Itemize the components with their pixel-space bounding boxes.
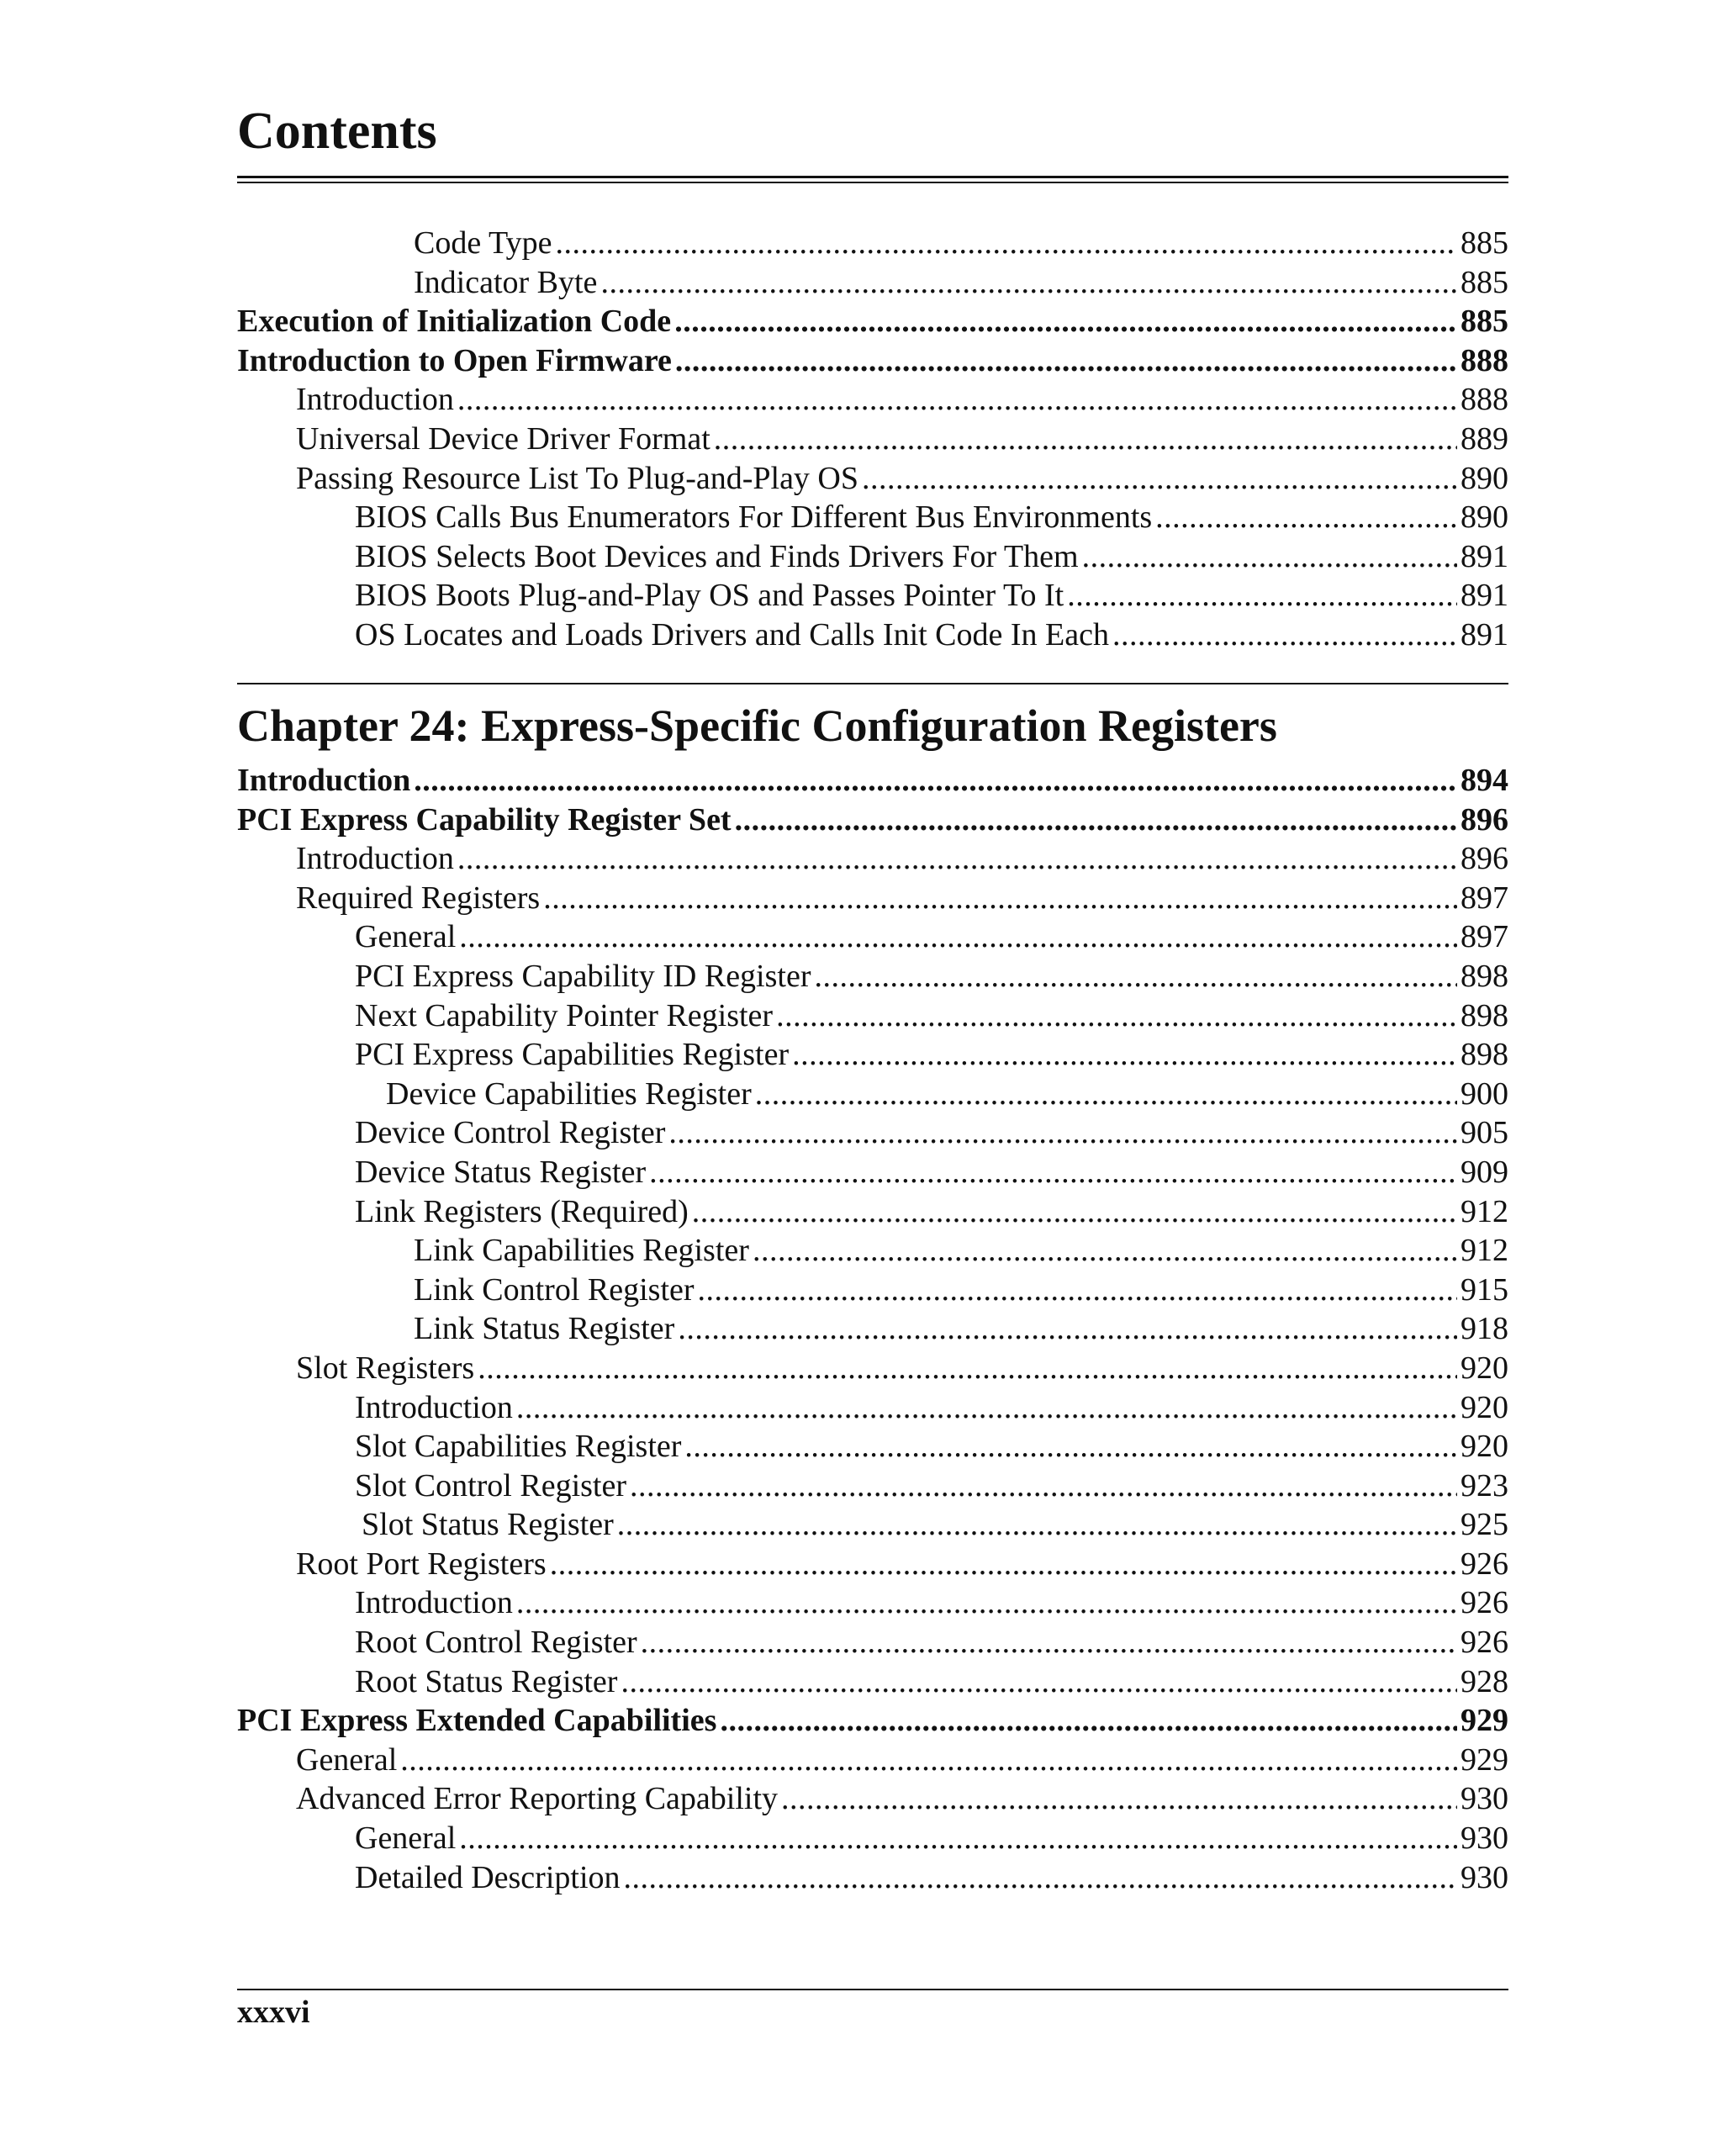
toc-entry-page: 920: [1461, 1389, 1508, 1425]
chapter-divider: [237, 683, 1508, 684]
toc-entry[interactable]: [237, 1388, 1508, 1428]
toc-entry[interactable]: [237, 1349, 1508, 1388]
toc-entry-page: 928: [1461, 1663, 1508, 1699]
toc-entry-page: 930: [1461, 1820, 1508, 1857]
toc-entry-page: 891: [1461, 578, 1508, 614]
toc-entry[interactable]: [237, 1623, 1508, 1662]
toc-entry-title: Detailed Description: [355, 1859, 621, 1895]
toc-entry-title: Slot Control Register: [355, 1467, 626, 1503]
toc-dot-leader: [600, 263, 1457, 303]
toc-dot-leader: [516, 1388, 1457, 1428]
toc-entry[interactable]: [237, 224, 1508, 263]
toc-entry[interactable]: [237, 1192, 1508, 1232]
page-header: [237, 105, 1508, 183]
toc-entry[interactable]: [237, 420, 1508, 459]
toc-entry[interactable]: [237, 801, 1508, 840]
toc-dot-leader: [1155, 498, 1457, 537]
toc-entry-page: 896: [1461, 841, 1508, 877]
toc-entry-title: Link Registers (Required): [355, 1193, 689, 1229]
toc-entry-page: 890: [1461, 460, 1508, 496]
toc-entry[interactable]: [237, 1662, 1508, 1702]
toc-entry-page: 885: [1461, 225, 1508, 261]
toc-entry-title: Universal Device Driver Format: [296, 420, 710, 457]
toc-dot-leader: [753, 1231, 1457, 1271]
toc-entry-page: 929: [1461, 1703, 1508, 1739]
footer-page-number: xxxvi: [237, 1995, 310, 2030]
toc-entry[interactable]: [237, 498, 1508, 537]
toc-entry-title: Device Control Register: [355, 1115, 666, 1151]
toc-entry[interactable]: [237, 957, 1508, 996]
toc-entry-title: PCI Express Capability ID Register: [355, 958, 811, 994]
toc-entry-title: Introduction: [237, 763, 411, 798]
toc-entry-title: Root Control Register: [355, 1625, 637, 1661]
toc-entry-title: Slot Registers: [296, 1350, 475, 1386]
toc-dot-leader: [720, 1701, 1457, 1741]
toc-entry[interactable]: [237, 302, 1508, 341]
toc-entry[interactable]: [237, 1701, 1508, 1741]
toc-dot-leader: [641, 1623, 1457, 1662]
toc-dot-leader: [735, 801, 1457, 840]
toc-entry-page: 885: [1461, 264, 1508, 300]
toc-entry-title: Root Port Registers: [296, 1546, 547, 1582]
toc-dot-leader: [674, 302, 1457, 341]
toc-entry-title: General: [296, 1741, 398, 1778]
toc-entry[interactable]: [237, 1858, 1508, 1898]
toc-entry-title: Code Type: [414, 225, 552, 261]
toc-entry-page: 925: [1461, 1507, 1508, 1543]
toc-entry-title: General: [355, 919, 457, 955]
toc-entry-page: 915: [1461, 1271, 1508, 1308]
toc-dot-leader: [792, 1035, 1457, 1075]
toc-dot-leader: [459, 1819, 1457, 1858]
toc-entry[interactable]: [237, 1113, 1508, 1153]
toc-entry-title: Indicator Byte: [414, 264, 598, 300]
toc-entry[interactable]: [237, 1741, 1508, 1780]
toc-entry-title: BIOS Selects Boot Devices and Finds Drivers For Them: [355, 538, 1079, 574]
toc-entry[interactable]: [237, 341, 1508, 381]
toc-dot-leader: [555, 224, 1457, 263]
toc-entry-page: 891: [1461, 616, 1508, 653]
toc-entry-page: 926: [1461, 1625, 1508, 1661]
toc-entry[interactable]: [237, 1075, 1508, 1114]
toc-entry[interactable]: [237, 537, 1508, 577]
toc-entry[interactable]: [237, 1153, 1508, 1192]
toc-entry-page: 926: [1461, 1585, 1508, 1621]
toc-entry[interactable]: [237, 576, 1508, 616]
toc-dot-leader: [457, 839, 1457, 879]
toc-entry[interactable]: [237, 839, 1508, 879]
toc-entry-title: Execution of Initialization Code: [237, 304, 672, 340]
toc-entry[interactable]: [237, 1466, 1508, 1506]
toc-dot-leader: [630, 1466, 1457, 1506]
toc-entry[interactable]: [237, 1035, 1508, 1075]
toc-continued-list: [237, 224, 1508, 655]
toc-dot-leader: [862, 459, 1457, 499]
toc-entry-page: 898: [1461, 958, 1508, 994]
toc-entry-page: 897: [1461, 919, 1508, 955]
toc-entry-page: 920: [1461, 1350, 1508, 1386]
toc-entry-page: 890: [1461, 499, 1508, 536]
toc-dot-leader: [414, 761, 1457, 801]
toc-entry-page: 930: [1461, 1781, 1508, 1817]
toc-dot-leader: [516, 1583, 1457, 1623]
toc-entry-title: Link Control Register: [414, 1271, 695, 1308]
toc-entry-page: 888: [1461, 342, 1508, 378]
toc-entry-page: 918: [1461, 1311, 1508, 1347]
toc-entry-title: Passing Resource List To Plug-and-Play OS: [296, 460, 859, 496]
toc-entry-title: Root Status Register: [355, 1663, 618, 1699]
toc-dot-leader: [621, 1662, 1457, 1702]
toc-entry[interactable]: [237, 996, 1508, 1036]
toc-entry[interactable]: [237, 1779, 1508, 1819]
page-title: Contents: [237, 103, 437, 160]
toc-entry-title: General: [355, 1820, 457, 1857]
toc-entry-title: Device Capabilities Register: [386, 1075, 752, 1112]
toc-entry-page: 923: [1461, 1467, 1508, 1503]
toc-dot-leader: [649, 1153, 1457, 1192]
toc-dot-leader: [698, 1271, 1457, 1310]
toc-dot-leader: [550, 1545, 1457, 1584]
toc-entry-title: Next Capability Pointer Register: [355, 997, 774, 1033]
toc-dot-leader: [675, 341, 1457, 381]
toc-entry[interactable]: [237, 1271, 1508, 1310]
toc-dot-leader: [1112, 616, 1457, 655]
toc-entry-page: 898: [1461, 1037, 1508, 1073]
toc-dot-leader: [684, 1427, 1457, 1466]
toc-entry-page: 888: [1461, 382, 1508, 418]
toc-entry-title: Introduction to Open Firmware: [237, 342, 672, 378]
toc-entry[interactable]: [237, 879, 1508, 918]
toc-entry-page: 889: [1461, 420, 1508, 457]
toc-entry-page: 930: [1461, 1859, 1508, 1895]
toc-entry-page: 885: [1461, 304, 1508, 340]
toc-entry-title: PCI Express Capabilities Register: [355, 1037, 790, 1073]
toc-entry-title: BIOS Calls Bus Enumerators For Different Bus Environments: [355, 499, 1153, 536]
toc-entry-page: 909: [1461, 1154, 1508, 1190]
toc-entry[interactable]: [237, 459, 1508, 499]
toc-dot-leader: [714, 420, 1457, 459]
toc-dot-leader: [692, 1192, 1457, 1232]
toc-dot-leader: [814, 957, 1457, 996]
toc-entry-title: OS Locates and Loads Drivers and Calls Init Code In Each: [355, 616, 1109, 653]
toc-entry[interactable]: [237, 761, 1508, 801]
toc-entry-title: Slot Status Register: [362, 1507, 614, 1543]
toc-entry[interactable]: [237, 380, 1508, 420]
toc-entry-title: Link Capabilities Register: [414, 1233, 749, 1269]
toc-entry-title: Link Status Register: [414, 1311, 675, 1347]
toc-entry-title: Introduction: [296, 382, 454, 418]
toc-entry-page: 900: [1461, 1075, 1508, 1112]
toc-entry-title: Introduction: [296, 841, 454, 877]
header-double-rule: [237, 176, 1508, 183]
toc-entry-title: PCI Express Extended Capabilities: [237, 1703, 717, 1739]
toc-chapter-list: [237, 761, 1508, 1897]
toc-entry[interactable]: [237, 1583, 1508, 1623]
toc-dot-leader: [478, 1349, 1457, 1388]
footer-rule: [237, 1989, 1508, 1990]
toc-entry-title: PCI Express Capability Register Set: [237, 801, 732, 838]
toc-entry-title: Slot Capabilities Register: [355, 1429, 682, 1465]
toc-entry-title: Introduction: [355, 1585, 513, 1621]
toc-entry-title: Required Registers: [296, 880, 541, 916]
toc-dot-leader: [617, 1505, 1457, 1545]
toc-entry[interactable]: [237, 263, 1508, 303]
toc-entry-page: 897: [1461, 880, 1508, 916]
toc-dot-leader: [776, 996, 1457, 1036]
toc-entry-page: 912: [1461, 1233, 1508, 1269]
toc-dot-leader: [624, 1858, 1457, 1898]
toc-dot-leader: [1082, 537, 1457, 577]
toc-entry[interactable]: [237, 917, 1508, 957]
toc-entry-page: 898: [1461, 997, 1508, 1033]
toc-dot-leader: [400, 1741, 1457, 1780]
toc-dot-leader: [781, 1779, 1457, 1819]
toc-entry-page: 905: [1461, 1115, 1508, 1151]
toc-entry-page: 912: [1461, 1193, 1508, 1229]
toc-entry[interactable]: [237, 1505, 1508, 1545]
toc-entry[interactable]: [237, 1309, 1508, 1349]
toc-dot-leader: [543, 879, 1457, 918]
toc-entry[interactable]: [237, 1819, 1508, 1858]
toc-entry-title: BIOS Boots Plug-and-Play OS and Passes Pointer To It: [355, 578, 1064, 614]
toc-entry[interactable]: [237, 1545, 1508, 1584]
toc-entry-page: 894: [1461, 763, 1508, 798]
toc-entry[interactable]: [237, 1427, 1508, 1466]
toc-dot-leader: [678, 1309, 1457, 1349]
toc-entry-page: 896: [1461, 801, 1508, 838]
toc-entry-title: Advanced Error Reporting Capability: [296, 1781, 779, 1817]
toc-dot-leader: [668, 1113, 1457, 1153]
toc-entry-page: 929: [1461, 1741, 1508, 1778]
toc-dot-leader: [457, 380, 1457, 420]
toc-entry[interactable]: [237, 1231, 1508, 1271]
toc-dot-leader: [1067, 576, 1457, 616]
toc-dot-leader: [459, 917, 1457, 957]
toc-entry-title: Introduction: [355, 1389, 513, 1425]
chapter-heading: Chapter 24: Express-Specific Configuration Registers: [237, 700, 1277, 751]
toc-entry-page: 926: [1461, 1546, 1508, 1582]
toc-entry-page: 920: [1461, 1429, 1508, 1465]
toc-entry-page: 891: [1461, 538, 1508, 574]
toc-entry[interactable]: [237, 616, 1508, 655]
toc-entry-title: Device Status Register: [355, 1154, 647, 1190]
toc-dot-leader: [755, 1075, 1457, 1114]
